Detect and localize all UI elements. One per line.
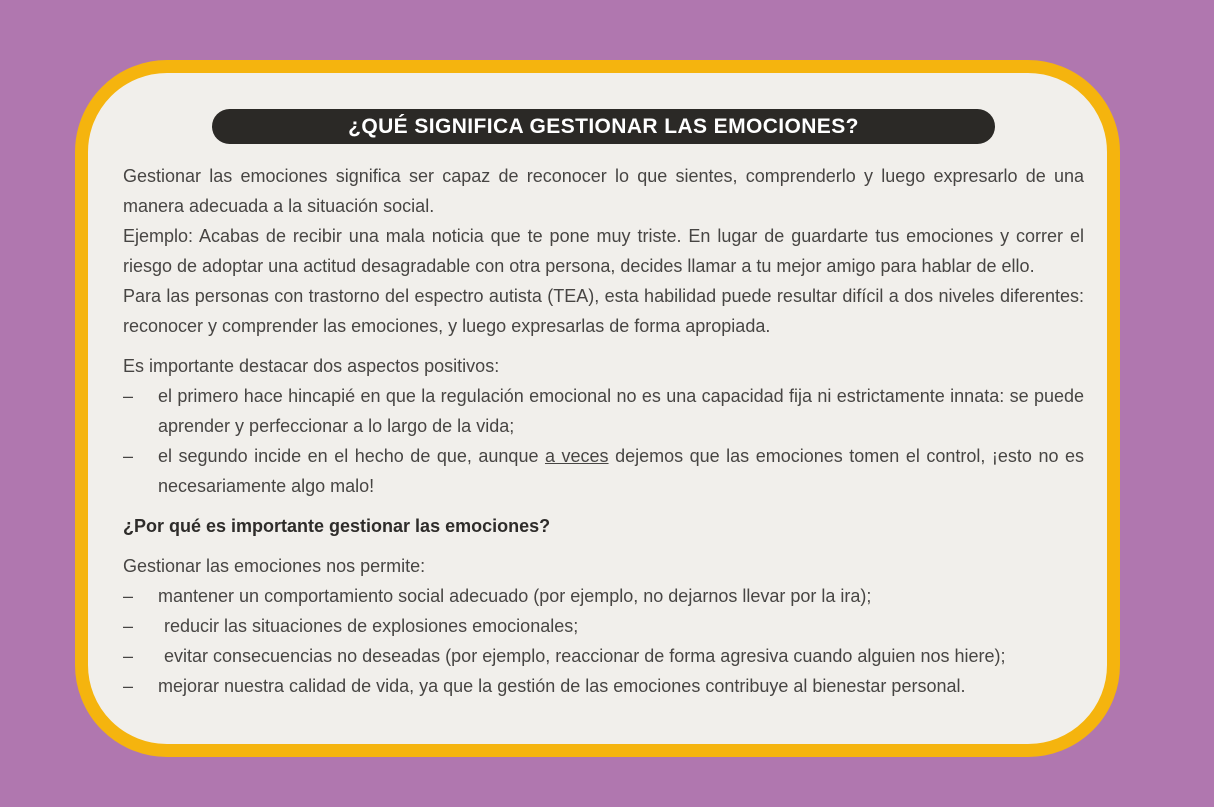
list-item: [123, 641, 1084, 671]
list-item-text: [158, 441, 1084, 501]
list-item: [123, 441, 1084, 501]
list-item-text: reducir las situaciones de explosiones emocionales;: [164, 616, 579, 636]
dash-marker: –: [123, 386, 134, 406]
list-item: [123, 611, 1084, 641]
why-lead: Gestionar las emociones nos permite:: [123, 556, 426, 576]
dash-marker: –: [123, 646, 134, 666]
body-text: [123, 161, 1084, 701]
page-title: ¿QUÉ SIGNIFICA GESTIONAR LAS EMOCIONES?: [348, 114, 859, 138]
dash-marker: –: [123, 446, 134, 466]
title-pill: [212, 109, 995, 144]
paragraph-definition: Gestionar las emociones significa ser capaz de reconocer lo que sientes, comprenderlo y luego expresarlo de una manera adecuada a la situación social.: [123, 166, 1084, 216]
list-item: [123, 671, 1084, 701]
paragraph-tea: Para las personas con trastorno del espectro autista (TEA), esta habilidad puede resultar difícil a dos niveles diferentes: reconocer y comprender las emociones, y luego expresarlas de forma apropiada.: [123, 286, 1084, 336]
dash-marker: –: [123, 586, 134, 606]
list-item-text-after: dejemos que las emociones tomen el control, ¡esto no es necesariamente algo malo!: [158, 446, 1084, 496]
dash-marker: –: [123, 616, 134, 636]
positives-list: [123, 381, 1084, 501]
why-heading: ¿Por qué es importante gestionar las emociones?: [123, 516, 551, 536]
card-content-area: [88, 73, 1107, 744]
dash-marker: –: [123, 676, 134, 696]
list-item-text: evitar consecuencias no deseadas (por ejemplo, reaccionar de forma agresiva cuando alguien nos hiere);: [164, 646, 1006, 666]
list-item-text: el primero hace hincapié en que la regulación emocional no es una capacidad fija ni estrictamente innata: se puede aprender y perfeccionar a lo largo de la vida;: [158, 386, 1084, 436]
list-item: [123, 381, 1084, 441]
list-item-text-before: el segundo incide en el hecho de que, aunque: [158, 446, 545, 466]
info-card: [75, 60, 1120, 757]
paragraph-example: Ejemplo: Acabas de recibir una mala noticia que te pone muy triste. En lugar de guardarte tus emociones y correr el riesgo de adoptar una actitud desagradable con otra persona, decides llamar a tu mejor amigo para hablar de ello.: [123, 226, 1084, 276]
list-item-text: mantener un comportamiento social adecuado (por ejemplo, no dejarnos llevar por la ira);: [158, 586, 872, 606]
list-item-text: mejorar nuestra calidad de vida, ya que la gestión de las emociones contribuye al bienestar personal.: [158, 676, 966, 696]
list-item: [123, 581, 1084, 611]
why-list: [123, 581, 1084, 701]
underlined-phrase: a veces: [544, 446, 609, 466]
positives-lead: Es importante destacar dos aspectos positivos:: [123, 356, 500, 376]
